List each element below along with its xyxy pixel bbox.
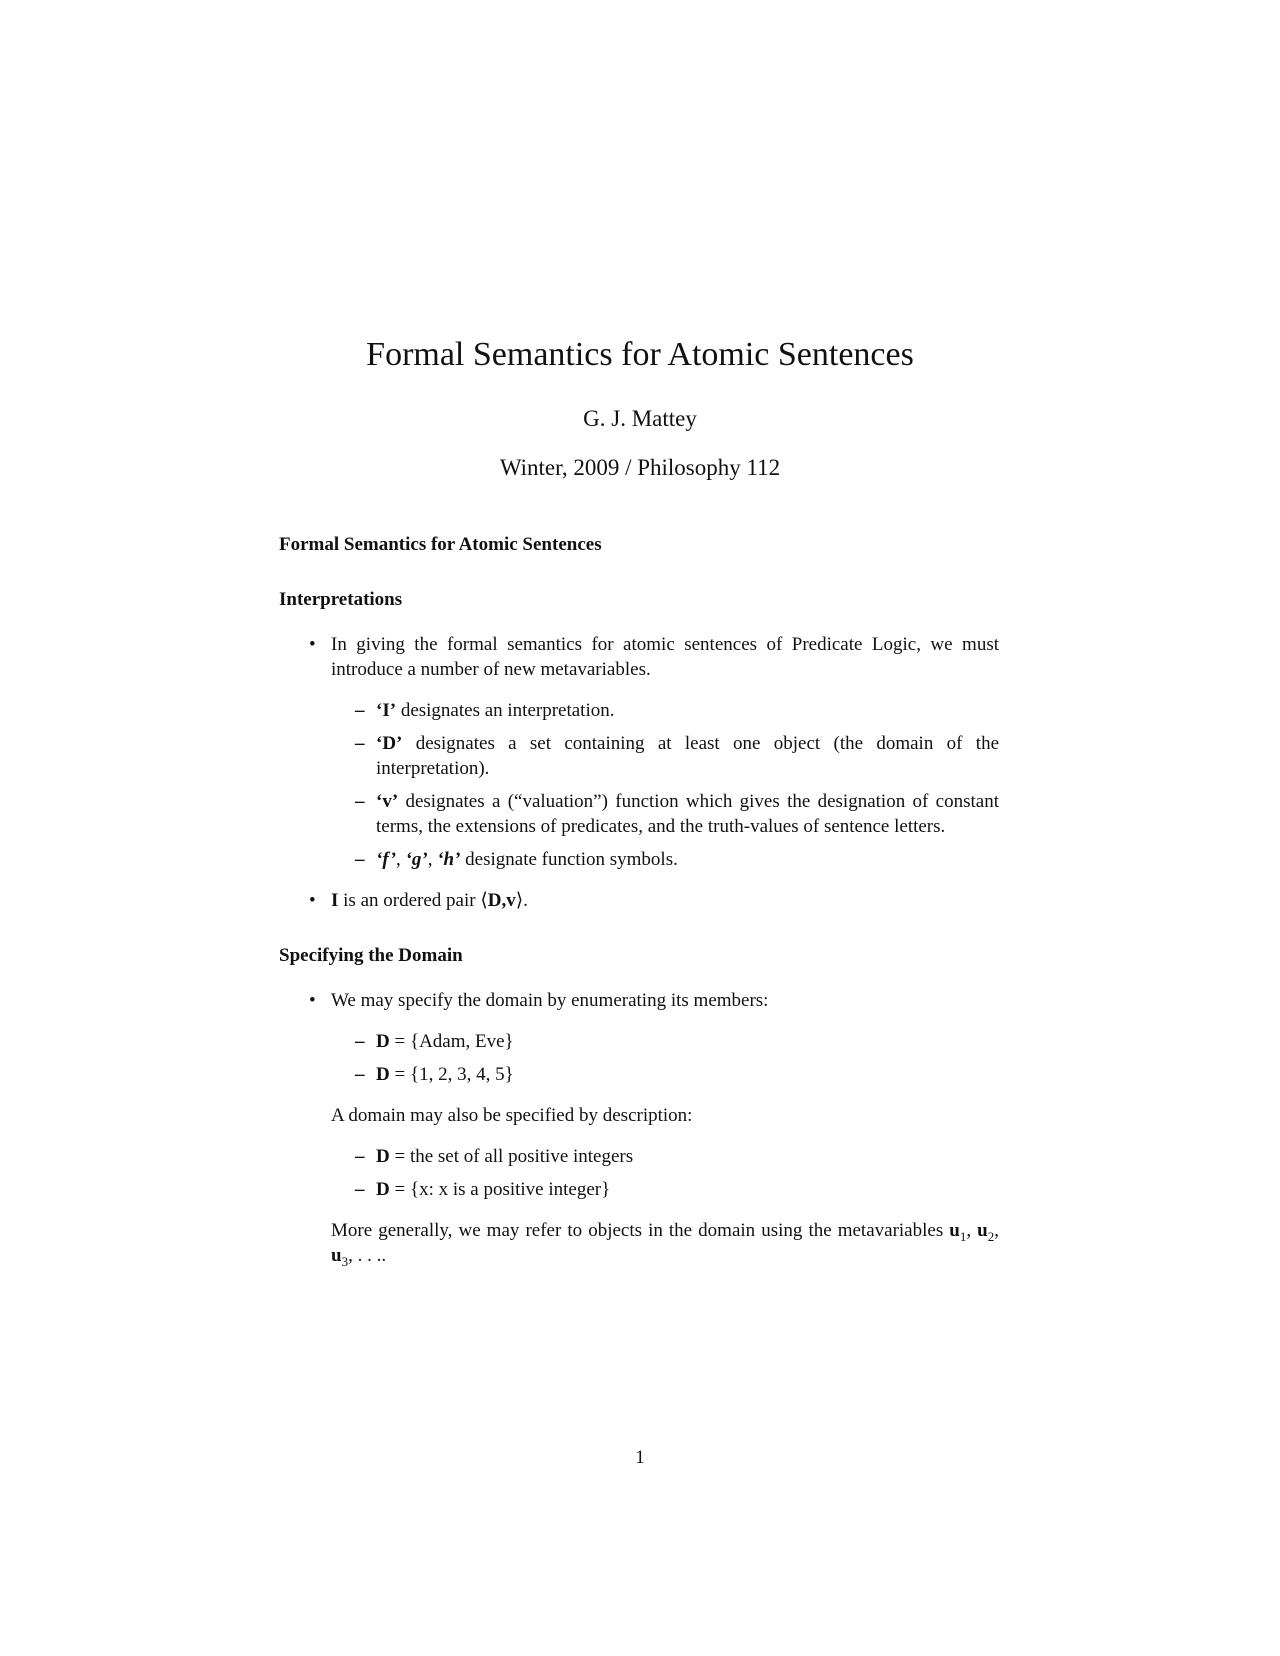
separator: , bbox=[966, 1220, 978, 1241]
item-text: designates a set containing at least one object (the domain of the interpretation). bbox=[376, 733, 999, 779]
list-item bbox=[279, 888, 999, 913]
symbol: ‘v’ bbox=[376, 791, 399, 812]
paragraph bbox=[331, 1218, 999, 1268]
interpretations-heading: Interpretations bbox=[279, 589, 403, 610]
symbol: I bbox=[331, 890, 339, 911]
symbol: ‘g’ bbox=[405, 849, 428, 870]
separator: , bbox=[994, 1220, 999, 1241]
symbol: D,v bbox=[487, 890, 516, 911]
list-item bbox=[331, 847, 999, 872]
item-text: is an ordered pair ⟨ bbox=[338, 890, 488, 911]
list-item bbox=[279, 988, 999, 1268]
document-body bbox=[279, 532, 999, 1284]
item-text: designates an interpretation. bbox=[396, 700, 615, 721]
domain-list bbox=[279, 988, 999, 1268]
item-text: = the set of all positive integers bbox=[389, 1146, 634, 1167]
symbol: D bbox=[376, 1064, 390, 1085]
symbol: ‘D’ bbox=[376, 733, 403, 754]
bullet-text: • We may specify the domain by enumerating its members: bbox=[331, 990, 769, 1011]
page-number: 1 bbox=[635, 1447, 645, 1468]
list-item bbox=[331, 731, 999, 781]
date-course-line: Winter, 2009 / Philosophy 112 bbox=[499, 455, 781, 480]
interpretations-list bbox=[279, 632, 999, 913]
subscript: 2 bbox=[987, 1228, 995, 1244]
item-text: = {x: x is a positive integer} bbox=[389, 1179, 611, 1200]
list-item bbox=[331, 1177, 999, 1202]
symbol: ‘h’ bbox=[437, 849, 461, 870]
item-text: = {1, 2, 3, 4, 5} bbox=[389, 1064, 514, 1085]
list-item bbox=[279, 632, 999, 872]
description-list bbox=[331, 1144, 999, 1202]
paragraph-text: More generally, we may refer to objects in the domain using the metavariables bbox=[331, 1220, 950, 1241]
paragraph: A domain may also be specified by description: bbox=[331, 1105, 693, 1126]
domain-heading: Specifying the Domain bbox=[279, 945, 463, 966]
metavariable: u bbox=[331, 1245, 342, 1266]
metavariable: u bbox=[977, 1220, 988, 1241]
enumeration-list bbox=[331, 1029, 999, 1087]
item-text: = {Adam, Eve} bbox=[389, 1031, 514, 1052]
metavariable: u bbox=[949, 1220, 960, 1241]
bullet-text: • In giving the formal semantics for atomic sentences of Predicate Logic, we must introduce a number of new metavariables. bbox=[331, 634, 999, 680]
item-text: designate function symbols. bbox=[460, 849, 678, 870]
subscript: 1 bbox=[959, 1228, 967, 1244]
list-item bbox=[331, 789, 999, 839]
author: G. J. Mattey bbox=[583, 406, 697, 431]
item-text: ⟩. bbox=[515, 890, 528, 911]
section-title: Formal Semantics for Atomic Sentences bbox=[279, 534, 602, 555]
list-item bbox=[331, 1062, 999, 1087]
metavariables-list bbox=[331, 698, 999, 872]
page-title: Formal Semantics for Atomic Sentences bbox=[366, 336, 914, 373]
list-item bbox=[331, 1144, 999, 1169]
symbol: ‘f’ bbox=[376, 849, 397, 870]
list-item bbox=[331, 1029, 999, 1054]
item-text: designates a (“valuation”) function which gives the designation of constant terms, the extensions of predicates, and the truth-values of sentence letters. bbox=[376, 791, 999, 837]
separator: , bbox=[396, 849, 406, 870]
ellipsis: , . . .. bbox=[348, 1245, 387, 1266]
separator: , bbox=[427, 849, 438, 870]
symbol: D bbox=[376, 1179, 390, 1200]
symbol: D bbox=[376, 1031, 390, 1052]
symbol: ‘I’ bbox=[376, 700, 397, 721]
list-item bbox=[331, 698, 999, 723]
subscript: 3 bbox=[341, 1253, 349, 1269]
symbol: D bbox=[376, 1146, 390, 1167]
